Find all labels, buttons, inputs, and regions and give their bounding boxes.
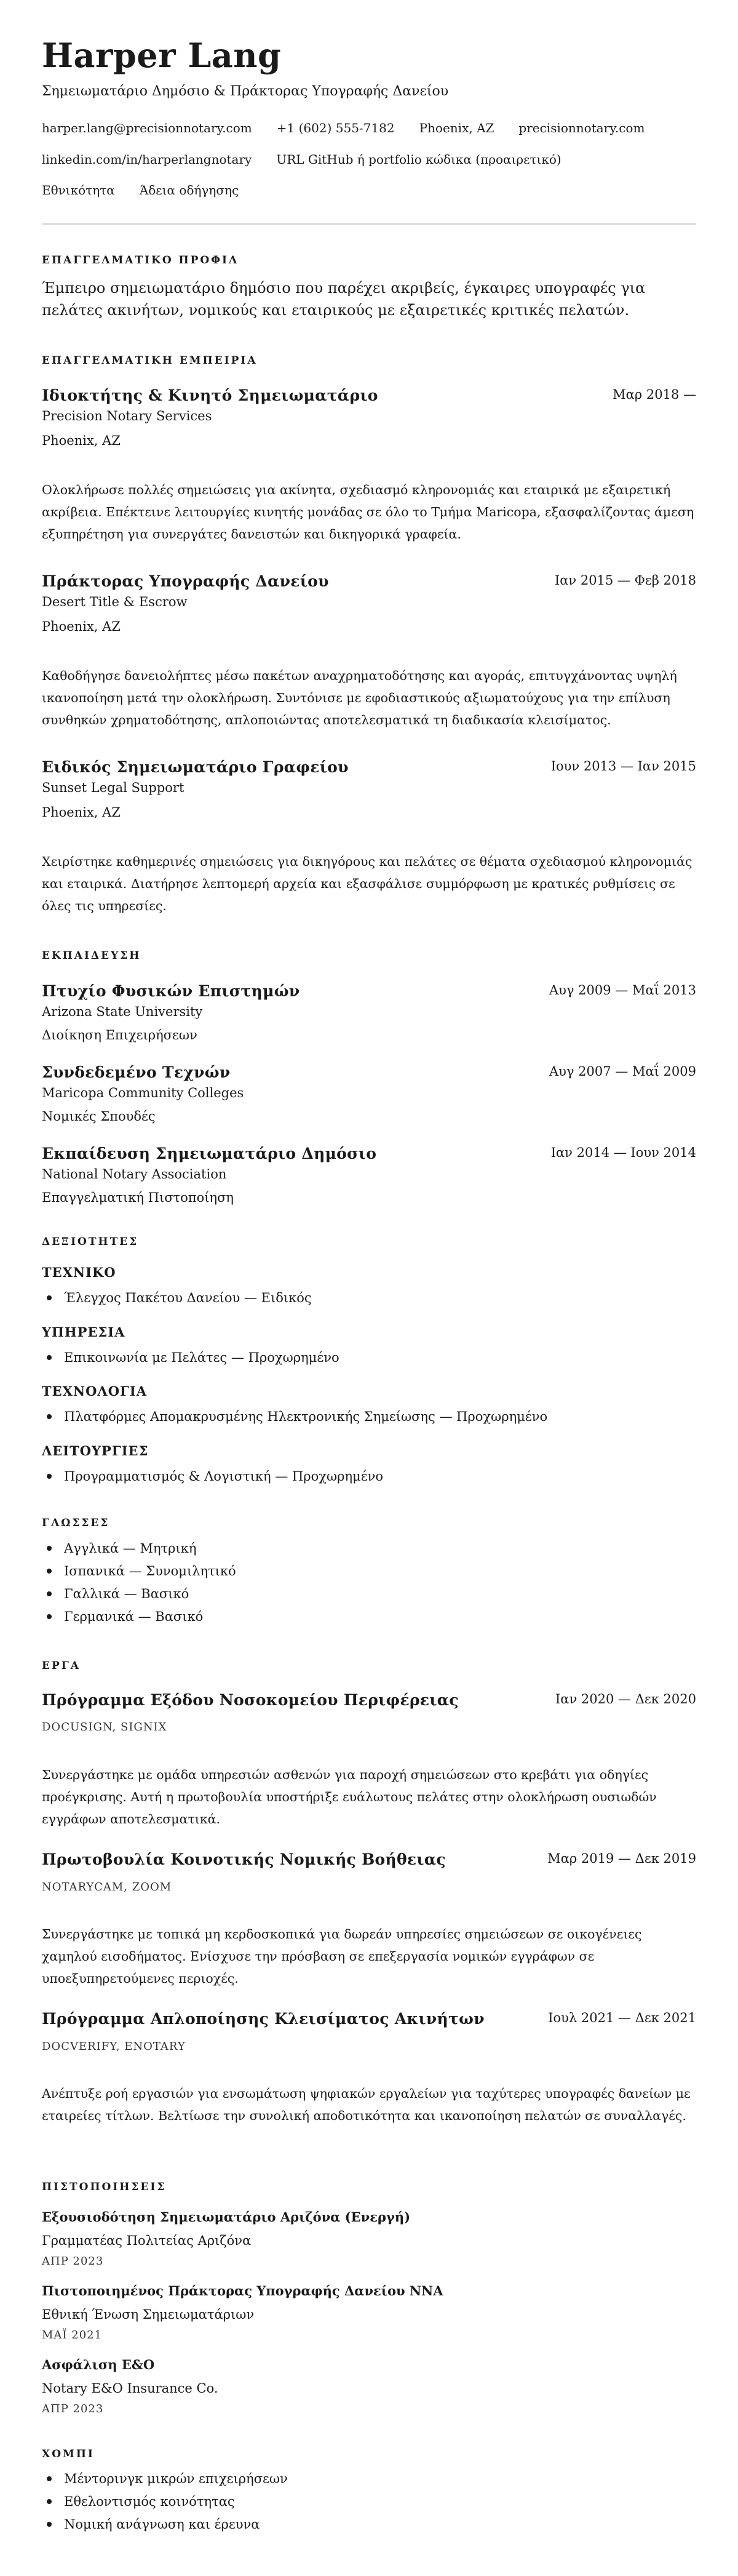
bullet-icon — [47, 1474, 52, 1479]
skill-item: Έλεγχος Πακέτου Δανείου — Ειδικός — [42, 1290, 312, 1305]
bullet-icon — [47, 1614, 52, 1619]
bullet-icon — [47, 1546, 52, 1551]
project-title: Πρόγραμμα Απλοποίησης Κλεισίματος Ακινήτων — [42, 2010, 485, 2028]
bullet-icon — [47, 1355, 52, 1360]
project-description: Ανέπτυξε ροή εργασιών για ενσωμάτωση ψηφιακών εργαλείων για ταχύτερες υπογραφές δανείων με εταιρείες τίτλων. Βελτίωσε την συνολική αποδοτικότητα και ικανοποίηση πελατών σε συναλλαγές. — [42, 2086, 691, 2123]
project-title: Πρόγραμμα Εξόδου Νοσοκομείου Περιφέρειας — [42, 1691, 459, 1709]
skill-category: ΤΕΧΝΟΛΟΓΙΑ — [42, 1383, 148, 1399]
certification-name: Εξουσιοδότηση Σημειωματάριο Αριζόνα (Ενεργή) — [42, 2209, 411, 2225]
bullet-icon — [47, 1569, 52, 1574]
bullet-icon — [47, 2522, 52, 2527]
bullet-icon — [47, 2476, 52, 2481]
certification-issuer: Γραμματέας Πολιτείας Αριζόνα — [42, 2233, 252, 2248]
job-title: Πράκτορας Υπογραφής Δανείου — [42, 572, 329, 590]
education-title: Εκπαίδευση Σημειωματάριο Δημόσιο — [42, 1145, 377, 1162]
certification-issuer: Notary E&O Insurance Co. — [42, 2381, 218, 2396]
skill-category: ΤΕΧΝΙΚΟ — [42, 1265, 116, 1280]
contact-row-1 — [42, 121, 669, 135]
section-heading-projects: ΕΡΓΑ — [42, 1660, 81, 1672]
project-tags: DOCVERIFY, ENOTARY — [42, 2040, 186, 2053]
education-date: Αυγ 2009 — Μαΐ 2013 — [549, 983, 696, 998]
education-field: Επαγγελματική Πιστοποίηση — [42, 1190, 234, 1205]
job-title: Ειδικός Σημειωματάριο Γραφείου — [42, 758, 349, 776]
job-description: Ολοκλήρωσε πολλές σημειώσεις για ακίνητα, σχεδιασμό κληρονομιάς και εταιρικά με εξαιρετική ακρίβεια. Επέκτεινε λειτουργίες κινητής μονάδας σε όλο το Τμήμα Maricopa, εξασφαλίζοντας άμεση εξυπηρέτηση για συνεργάτες δανειστών και δικηγορικά γραφεία. — [42, 482, 694, 542]
section-heading-skills: ΔΕΞΙΟΤΗΤΕΣ — [42, 1236, 139, 1248]
candidate-name: Harper Lang — [42, 36, 282, 75]
candidate-headline: Σημειωματάριο Δημόσιο & Πράκτορας Υπογραφής Δανείου — [42, 84, 449, 99]
section-heading-education: ΕΚΠΑΙΔΕΥΣΗ — [42, 950, 141, 962]
hobby-item: Νομική ανάγνωση και έρευνα — [42, 2517, 260, 2532]
hobby-item: Μέντορινγκ μικρών επιχειρήσεων — [42, 2471, 288, 2486]
project-title: Πρωτοβουλία Κοινοτικής Νομικής Βοήθειας — [42, 1850, 446, 1868]
project-tags: DOCUSIGN, SIGNIX — [42, 1721, 167, 1734]
skill-item: Επικοινωνία με Πελάτες — Προχωρημένο — [42, 1350, 339, 1365]
contact-email: harper.lang@precisionnotary.com — [42, 121, 252, 135]
contact-row-3 — [42, 183, 263, 198]
job-location: Phoenix, AZ — [42, 433, 121, 448]
contact-location: Phoenix, AZ — [419, 121, 494, 135]
education-field: Νομικές Σπουδές — [42, 1109, 156, 1124]
education-date: Ιαν 2014 — Ιουν 2014 — [550, 1145, 696, 1160]
profile-summary: Έμπειρο σημειωματάριο δημόσιο που παρέχει ακριβείς, έγκαιρες υπογραφές για πελάτες ακινήτων, νομικούς και εταιρικούς με εξαιρετικές κριτικές πελατών. — [42, 279, 646, 319]
contact-row-2 — [42, 152, 586, 167]
job-company: Sunset Legal Support — [42, 780, 184, 795]
education-date: Αυγ 2007 — Μαΐ 2009 — [549, 1064, 696, 1079]
job-date: Ιουν 2013 — Ιαν 2015 — [550, 759, 696, 774]
project-description: Συνεργάστηκε με ομάδα υπηρεσιών ασθενών για παροχή σημειώσεων στο κρεβάτι για οδηγίες προέγκρισης. Αυτή η πρωτοβουλία υποστήριξε ευάλωτους πελάτες στην ολοκλήρωση ουσιωδών εγγράφων αποτελεσματικά. — [42, 1767, 657, 1826]
language-item: Γαλλικά — Βασικό — [42, 1586, 189, 1601]
bullet-icon — [47, 1295, 52, 1300]
certification-name: Ασφάλιση E&O — [42, 2357, 155, 2372]
contact-github: URL GitHub ή portfolio κώδικα (προαιρετικό) — [276, 152, 561, 167]
skill-item: Προγραμματισμός & Λογιστική — Προχωρημένο — [42, 1469, 383, 1484]
contact-nationality: Εθνικότητα — [42, 183, 115, 198]
skill-item: Πλατφόρμες Απομακρυσμένης Ηλεκτρονικής Σημείωσης — Προχωρημένο — [42, 1409, 547, 1424]
section-heading-profile: ΕΠΑΓΓΕΛΜΑΤΙΚΟ ΠΡΟΦΙΛ — [42, 254, 239, 266]
contact-linkedin: linkedin.com/in/harperlangnotary — [42, 152, 252, 167]
section-heading-experience: ΕΠΑΓΓΕΛΜΑΤΙΚΗ ΕΜΠΕΙΡΙΑ — [42, 354, 258, 367]
project-date: Ιουλ 2021 — Δεκ 2021 — [548, 2010, 696, 2025]
education-school: Arizona State University — [42, 1004, 203, 1019]
job-location: Phoenix, AZ — [42, 619, 121, 634]
job-date: Μαρ 2018 — — [613, 387, 696, 402]
section-heading-certifications: ΠΙΣΤΟΠΟΙΗΣΕΙΣ — [42, 2181, 167, 2193]
education-title: Πτυχίο Φυσικών Επιστημών — [42, 982, 300, 1000]
job-company: Precision Notary Services — [42, 409, 212, 423]
education-school: National Notary Association — [42, 1167, 227, 1182]
language-item: Ισπανικά — Συνομιλητικό — [42, 1564, 236, 1578]
section-heading-languages: ΓΛΩΣΣΕΣ — [42, 1517, 110, 1529]
project-description: Συνεργάστηκε με τοπικά μη κερδοσκοπικά για δωρεάν υπηρεσίες σημειώσεων σε οικογένειες χαμηλού εισοδήματος. Ενίσχυσε την πρόσβαση σε επεξεργασία νομικών εγγράφων σε υποεξυπηρετούμενες περιοχές. — [42, 1927, 642, 1986]
language-item: Αγγλικά — Μητρική — [42, 1541, 196, 1556]
certification-date: ΜΑΪ 2021 — [42, 2329, 103, 2342]
project-date: Μαρ 2019 — Δεκ 2019 — [547, 1851, 696, 1866]
job-description: Χειρίστηκε καθημερινές σημειώσεις για δικηγόρους και πελάτες σε θέματα σχεδιασμού κληρονομιάς και εταιρικά. Διατήρησε λεπτομερή αρχεία και εξασφάλισε συμμόρφωση με κρατικές ρυθμίσεις σε όλες τις υπηρεσίες. — [42, 854, 692, 913]
bullet-icon — [47, 1591, 52, 1596]
language-item: Γερμανικά — Βασικό — [42, 1609, 203, 1624]
bullet-icon — [47, 2499, 52, 2504]
bullet-icon — [47, 1414, 52, 1419]
hobby-item: Εθελοντισμός κοινότητας — [42, 2494, 235, 2509]
certification-date: ΑΠΡ 2023 — [42, 2255, 104, 2268]
contact-license: Άδεια οδήγησης — [139, 183, 239, 198]
education-title: Συνδεδεμένο Τεχνών — [42, 1063, 231, 1081]
certification-name: Πιστοποιημένος Πράκτορας Υπογραφής Δανείου NNA — [42, 2283, 443, 2298]
job-description: Καθοδήγησε δανειολήπτες μέσω πακέτων αναχρηματοδότησης και αγοράς, επιτυγχάνοντας υψηλή ικανοποίηση μετά την ολοκλήρωση. Συντόνισε με εφοδιαστικούς αξιωματούχους για την επίλυση συνθηκών χρηματοδότησης, απλοποιώντας αποτελεσματικά τη διαδικασία κλεισίματος. — [42, 668, 677, 727]
section-heading-hobbies: ΧΟΜΠΙ — [42, 2448, 95, 2460]
job-date: Ιαν 2015 — Φεβ 2018 — [554, 573, 696, 588]
education-field: Διοίκηση Επιχειρήσεων — [42, 1028, 197, 1042]
certification-issuer: Εθνική Ένωση Σημειωματάριων — [42, 2307, 255, 2322]
certification-date: ΑΠΡ 2023 — [42, 2402, 104, 2415]
contact-website: precisionnotary.com — [518, 121, 645, 135]
project-date: Ιαν 2020 — Δεκ 2020 — [555, 1692, 696, 1706]
project-tags: NOTARYCAM, ZOOM — [42, 1881, 172, 1894]
job-title: Ιδιοκτήτης & Κινητό Σημειωματάριο — [42, 386, 378, 404]
education-school: Maricopa Community Colleges — [42, 1086, 244, 1100]
skill-category: ΥΠΗΡΕΣΙΑ — [42, 1324, 125, 1340]
contact-phone: +1 (602) 555-7182 — [276, 121, 395, 135]
job-location: Phoenix, AZ — [42, 805, 121, 820]
skill-category: ΛΕΙΤΟΥΡΓΙΕΣ — [42, 1443, 149, 1458]
header-divider — [42, 223, 696, 225]
job-company: Desert Title & Escrow — [42, 594, 188, 609]
